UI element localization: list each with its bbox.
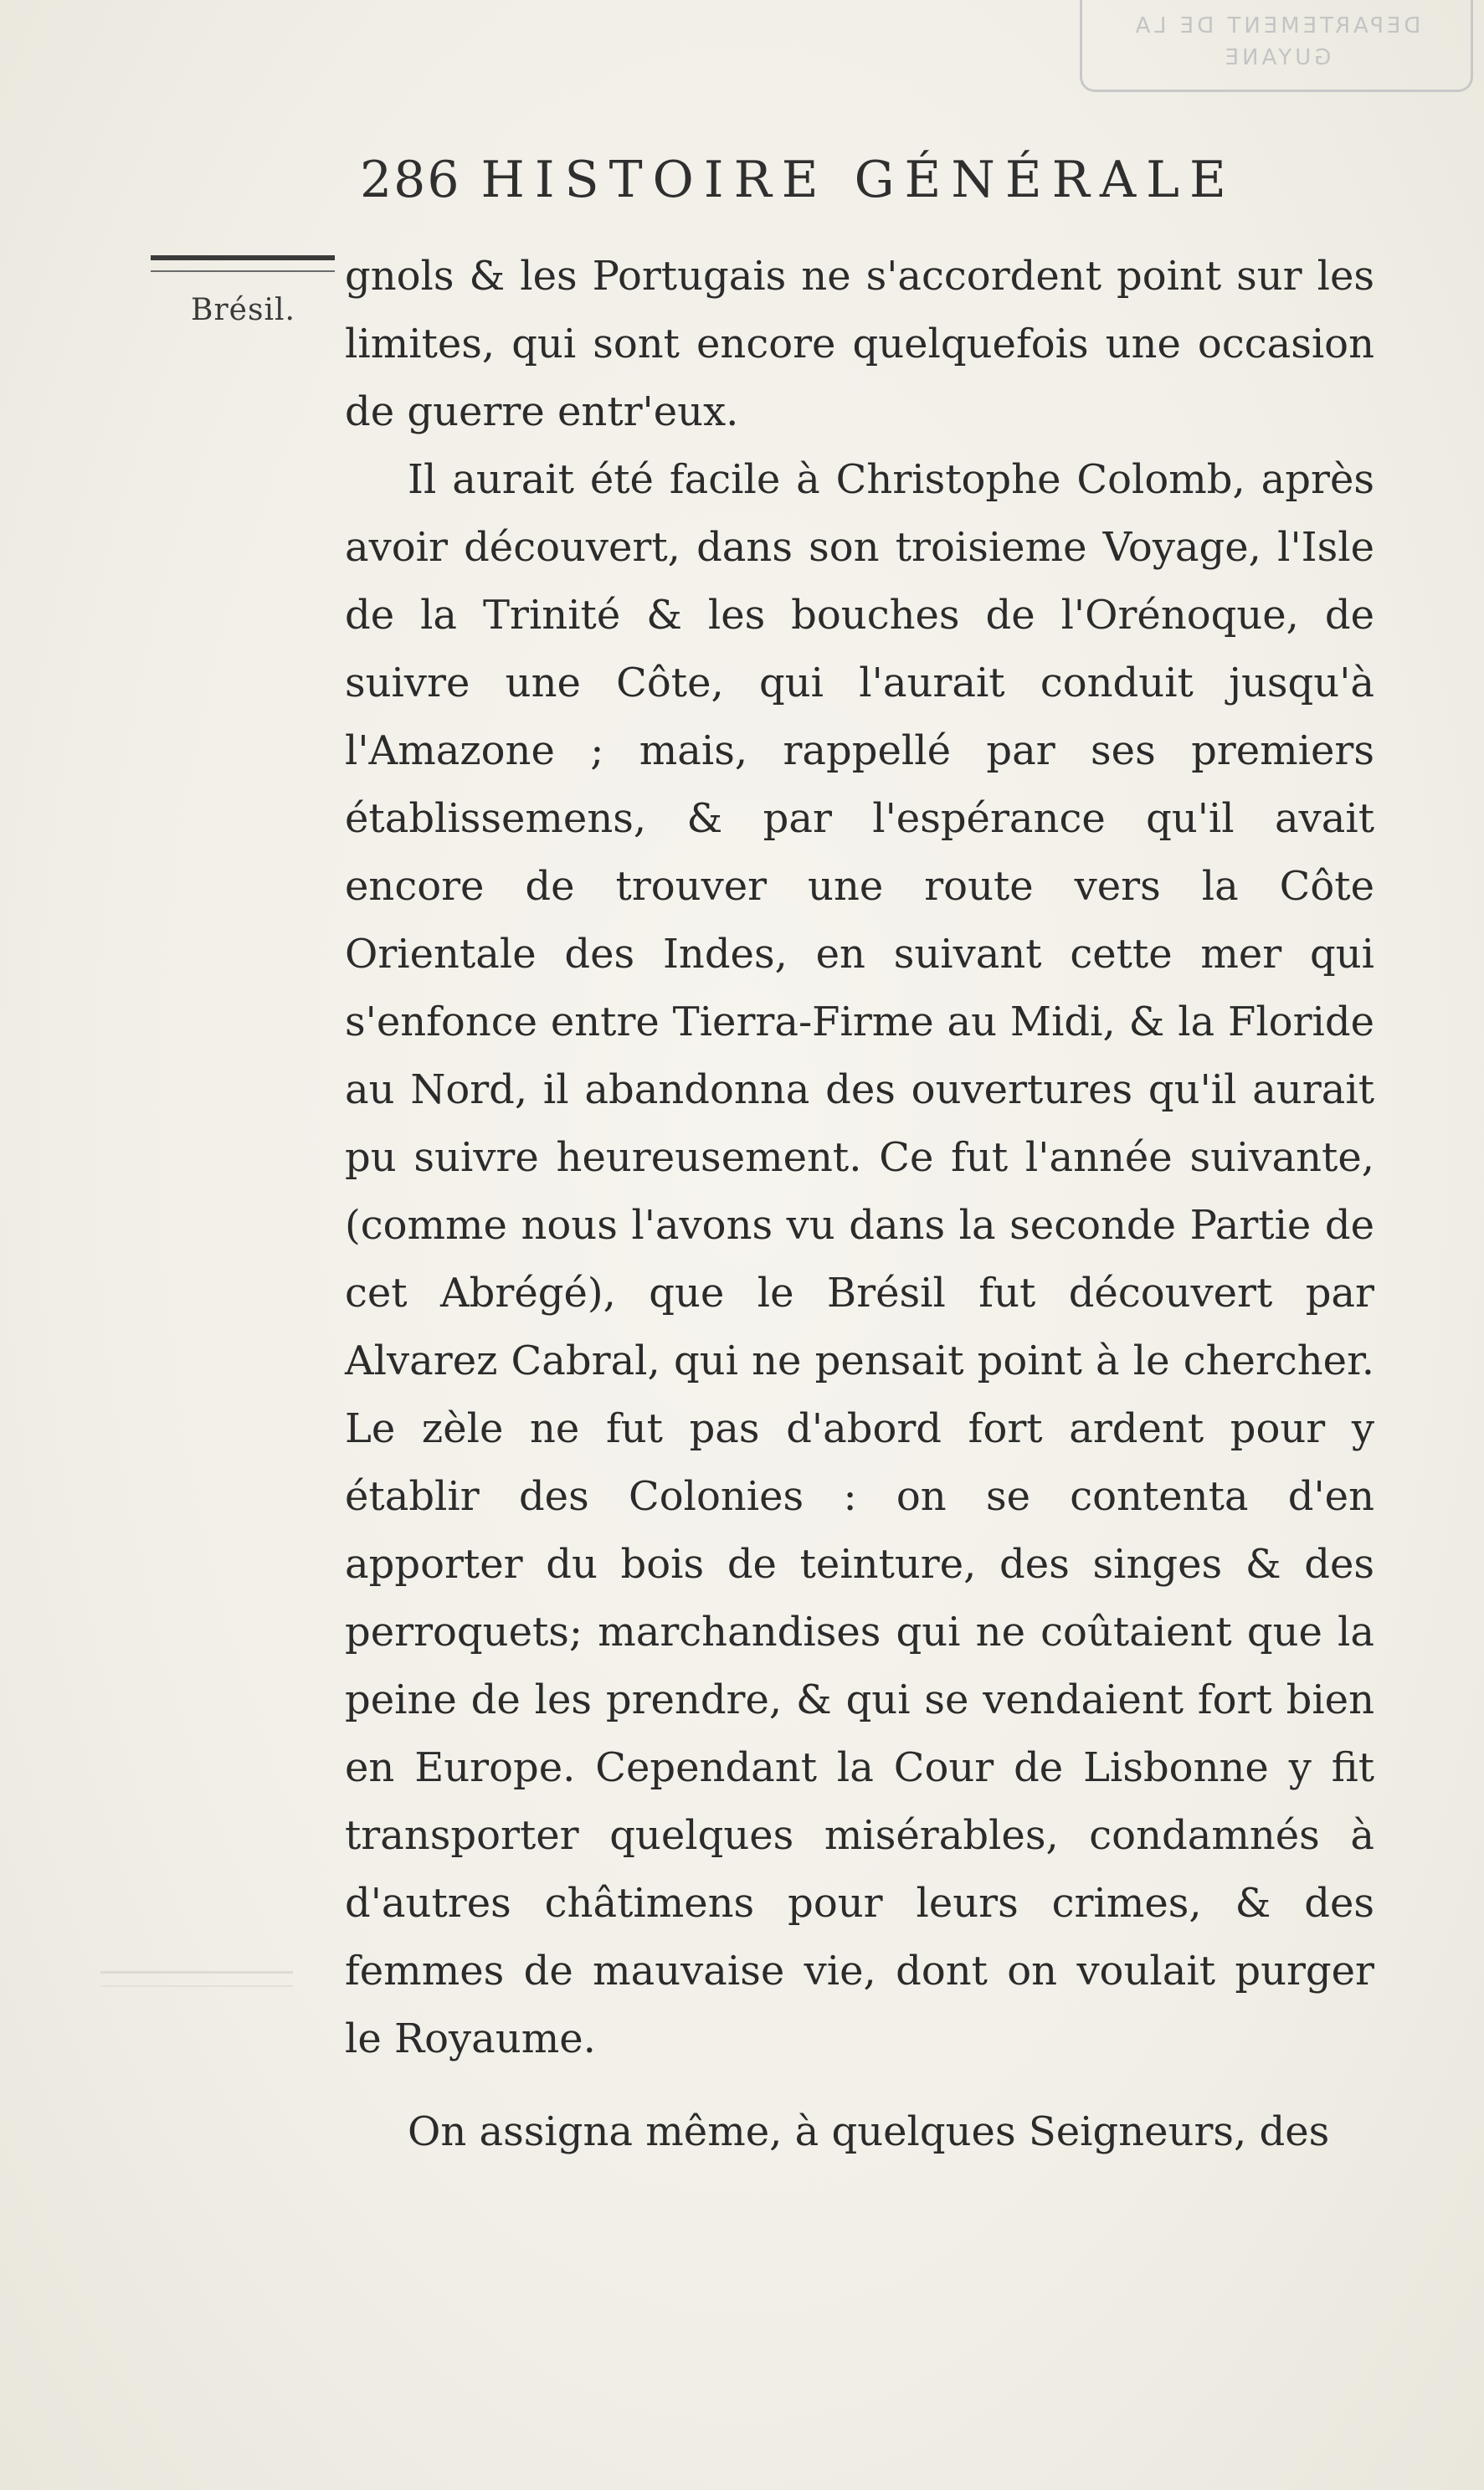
library-stamp (1080, 0, 1473, 92)
paragraph-continued: gnols & les Portugais ne s'accordent point sur les limites, qui sont encore quelquefois une occasion de guerre entr'eux. (345, 253, 1374, 435)
margin-rule (151, 255, 335, 272)
stamp-line-1: DEPARTEMENT DE LA (1132, 13, 1421, 39)
margin-note: Brésil. (191, 293, 295, 327)
body-text (345, 243, 1374, 2166)
page-number: 286 (360, 151, 461, 209)
paragraph: Il aurait été facile à Christophe Colomb, après avoir découvert, dans son troisieme Voyage, l'Isle de la Trinité & les bouches de l'Orénoque, de suivre une Côte, qui l'aurait conduit jusqu'à l'Amazone ; mais, rappellé par ses premiers établissemens, & par l'espérance qu'il avait encore de trouver une route vers la Côte Orientale des Indes, en suivant cette mer qui s'enfonce entre Tierra-Firme au Midi, & la Floride au Nord, il abandonna des ouvertures qu'il aurait pu suivre heureusement. Ce fut l'année suivante, (comme nous l'avons vu dans la seconde Partie de cet Abrégé), que le Brésil fut découvert par Alvarez Cabral, qui ne pensait point à le chercher. Le zèle ne fut pas d'abord fort ardent pour y établir des Colonies : on se contenta d'en apporter du bois de teinture, des singes & des perroquets; marchandises qui ne coûtaient que la peine de les prendre, & qui se vendaient fort bien en Europe. Cependant la Cour de Lisbonne y fit transporter quelques misérables, condamnés à d'autres châtimens pour leurs crimes, & des femmes de mauvaise vie, dont on voulait purger le Royaume. (345, 456, 1374, 2062)
show-through-rule (100, 1971, 293, 1987)
stamp-line-2: GUYANE (1221, 45, 1332, 70)
paragraph-last: On assigna même, à quelques Seigneurs, des (408, 2108, 1330, 2155)
running-header (360, 151, 1364, 226)
running-title: HISTOIRE GÉNÉRALE (480, 151, 1236, 209)
